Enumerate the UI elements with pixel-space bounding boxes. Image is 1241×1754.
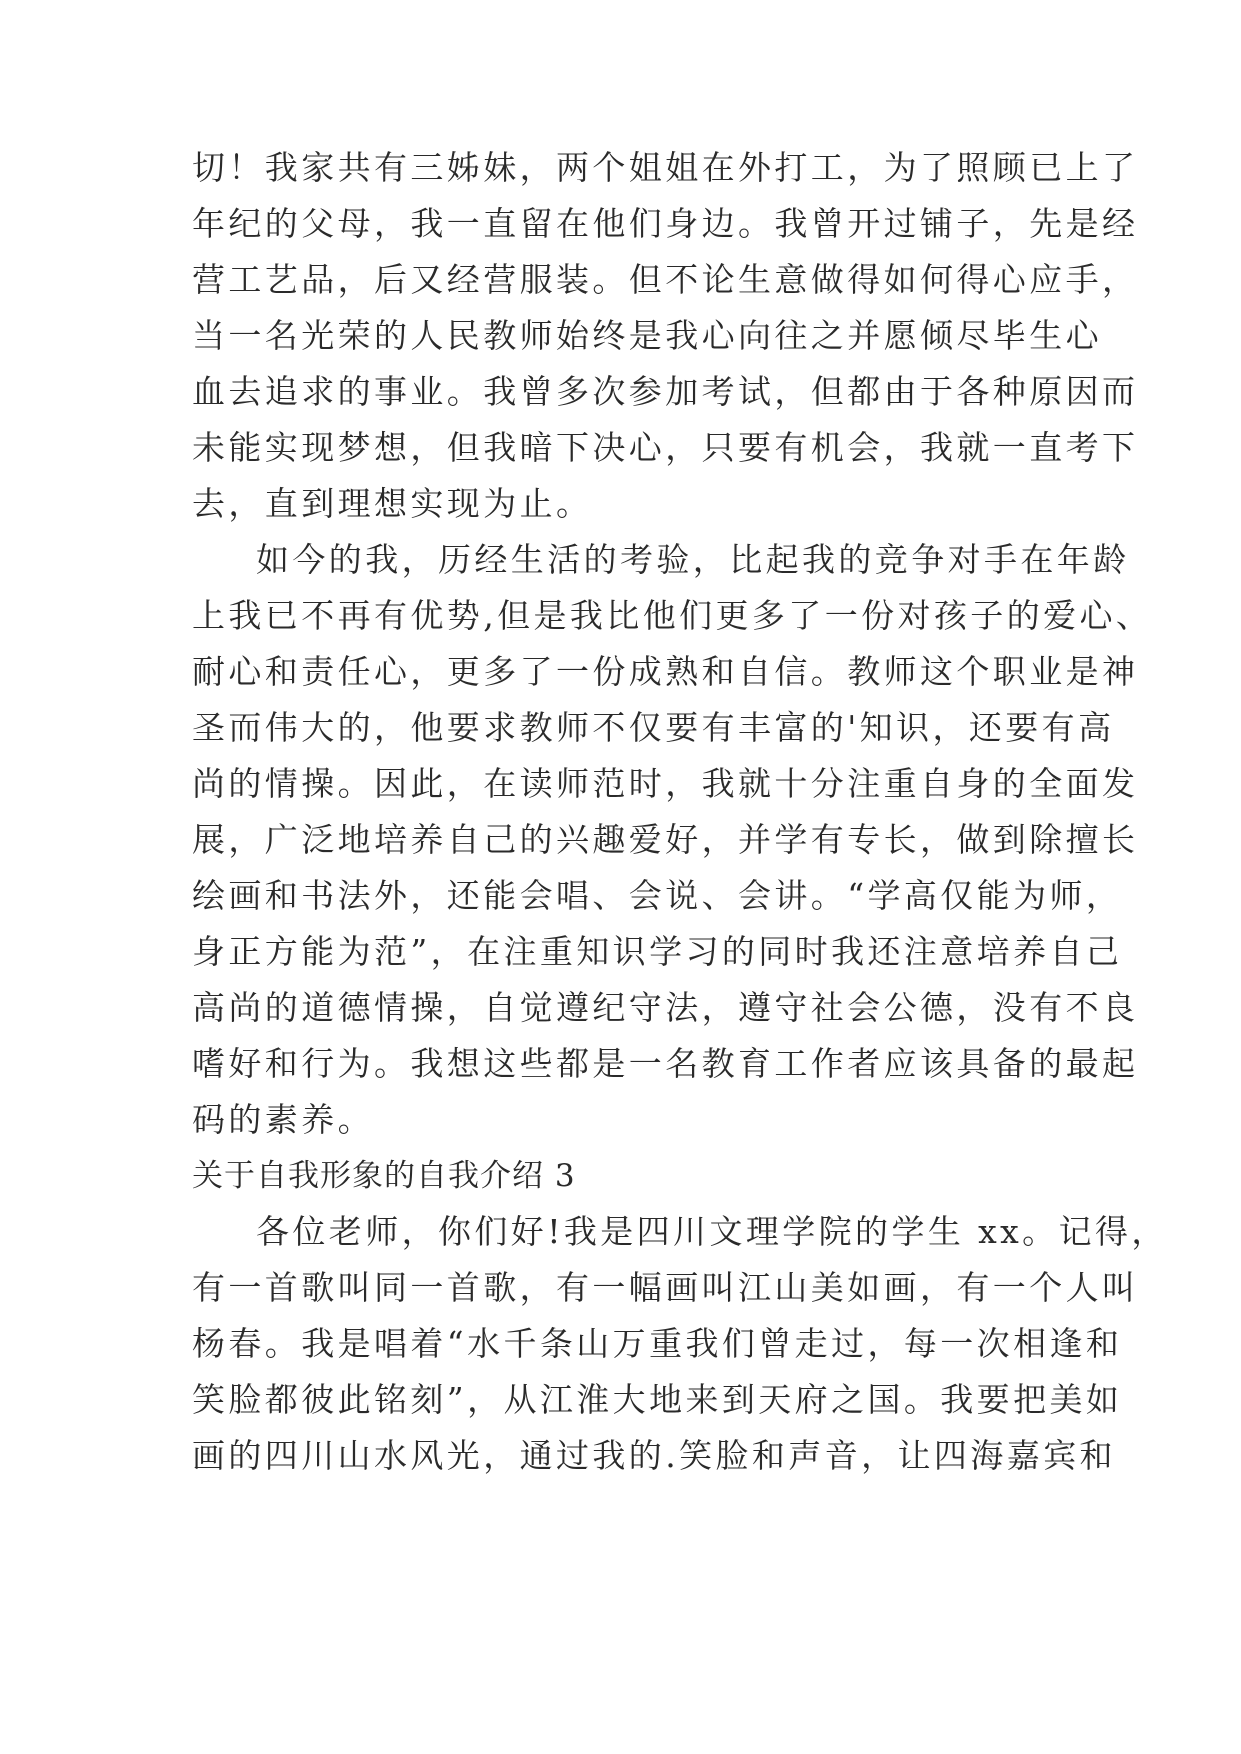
- text-line: 年纪的父母，我一直留在他们身边。我曾开过铺子，先是经: [192, 204, 1139, 243]
- text-line: 杨春。我是唱着“水千条山万重我们曾走过，每一次相逢和: [192, 1324, 1123, 1363]
- text-line: 身正方能为范”，在注重知识学习的同时我还注意培养自己: [192, 932, 1123, 971]
- text-line: 画的四川山水风光，通过我的.笑脸和声音，让四海嘉宾和: [192, 1436, 1116, 1475]
- text-line: 当一名光荣的人民教师始终是我心向往之并愿倾尽毕生心: [192, 316, 1102, 355]
- text-line: 各位老师，你们好!我是四川文理学院的学生 xx。记得，: [256, 1212, 1168, 1251]
- text-line: 尚的情操。因此，在读师范时，我就十分注重自身的全面发: [192, 764, 1139, 803]
- text-line: 血去追求的事业。我曾多次参加考试，但都由于各种原因而: [192, 372, 1139, 411]
- text-line: 码的素养。: [192, 1100, 374, 1139]
- text-line: 高尚的道德情操，自觉遵纪守法，遵守社会公德，没有不良: [192, 988, 1139, 1027]
- text-line: 圣而伟大的，他要求教师不仅要有丰富的'知识，还要有高: [192, 708, 1115, 747]
- text-line: 绘画和书法外，还能会唱、会说、会讲。“学高仅能为师，: [192, 876, 1123, 915]
- text-line: 耐心和责任心，更多了一份成熟和自信。教师这个职业是神: [192, 652, 1139, 691]
- text-line: 营工艺品，后又经营服装。但不论生意做得如何得心应手，: [192, 260, 1139, 299]
- text-line: 展，广泛地培养自己的兴趣爱好，并学有专长，做到除擅长: [192, 820, 1139, 859]
- text-line: 未能实现梦想，但我暗下决心，只要有机会，我就一直考下: [192, 428, 1139, 467]
- section-heading: 关于自我形象的自我介绍 3: [192, 1158, 576, 1194]
- text-line: 笑脸都彼此铭刻”，从江淮大地来到天府之国。我要把美如: [192, 1380, 1123, 1419]
- text-line: 去，直到理想实现为止。: [192, 484, 593, 523]
- text-line: 上我已不再有优势,但是我比他们更多了一份对孩子的爱心、: [192, 596, 1153, 635]
- text-line: 有一首歌叫同一首歌，有一幅画叫江山美如画，有一个人叫: [192, 1268, 1139, 1307]
- text-line: 切！我家共有三姊妹，两个姐姐在外打工，为了照顾已上了: [192, 148, 1139, 187]
- text-line: 嗜好和行为。我想这些都是一名教育工作者应该具备的最起: [192, 1044, 1139, 1083]
- text-line: 如今的我，历经生活的考验，比起我的竞争对手在年龄: [256, 540, 1130, 579]
